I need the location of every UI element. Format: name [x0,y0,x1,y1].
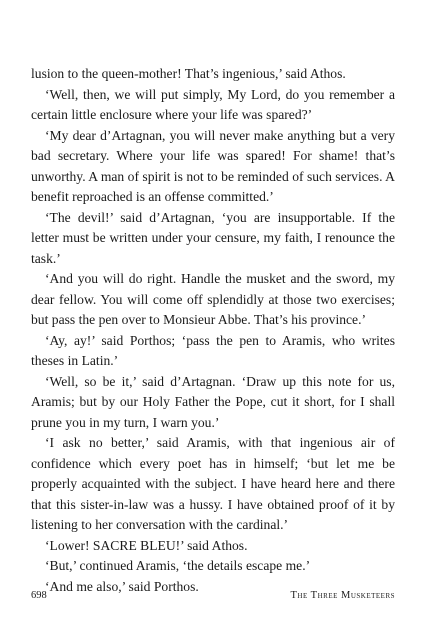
paragraph: ‘Well, then, we will put simply, My Lord, do you remember a certain little enclosure where your life was spared?’ [31,86,395,122]
paragraph: ‘And me also,’ said Porthos. [45,578,199,594]
page-number: 698 [31,590,47,601]
paragraph: ‘But,’ continued Aramis, ‘the details escape me.’ [45,558,311,573]
paragraph: ‘Lower! SACRE BLEU!’ said Athos. [45,537,248,553]
paragraph: ‘And you will do right. Handle the musket and the sword, my dear fellow. You will come off splendidly at those two exercises; but pass the pen over to Monsieur Abbe. That’s his province.’ [31,271,395,327]
paragraph: ‘My dear d’Artagnan, you will never make anything but a very bad secretary. Where your life was spared! For shame! that’s unworthy. A man of spirit is not to be reminded of such services. A benefit reproached is an offense committed.’ [31,127,395,204]
paragraph: ‘I ask no better,’ said Aramis, with that ingenious air of confidence which every poet has in himself; ‘but let me be properly acquainted with the subject. I have heard here and there that this sister-in-law was a hussy. I have obtained proof of it by listening to her conversation with the cardinal.’ [31,435,395,532]
paragraph: ‘Ay, ay!’ said Porthos; ‘pass the pen to Aramis, who writes theses in Latin.’ [31,332,395,368]
paragraph: lusion to the queen-mother! That’s ingenious,’ said Athos. [31,66,346,81]
paragraph: ‘Well, so be it,’ said d’Artagnan. ‘Draw up this note for us, Aramis; but by our Holy Father the Pope, cut it short, for I shall prune you in my turn, I warn you.’ [31,373,395,430]
page-footer [31,590,395,606]
body-text [31,64,395,597]
paragraph: ‘The devil!’ said d’Artagnan, ‘you are insupportable. If the letter must be written under your censure, my faith, I renounce the task.’ [31,209,395,266]
running-head: The Three Musketeers [290,590,395,601]
